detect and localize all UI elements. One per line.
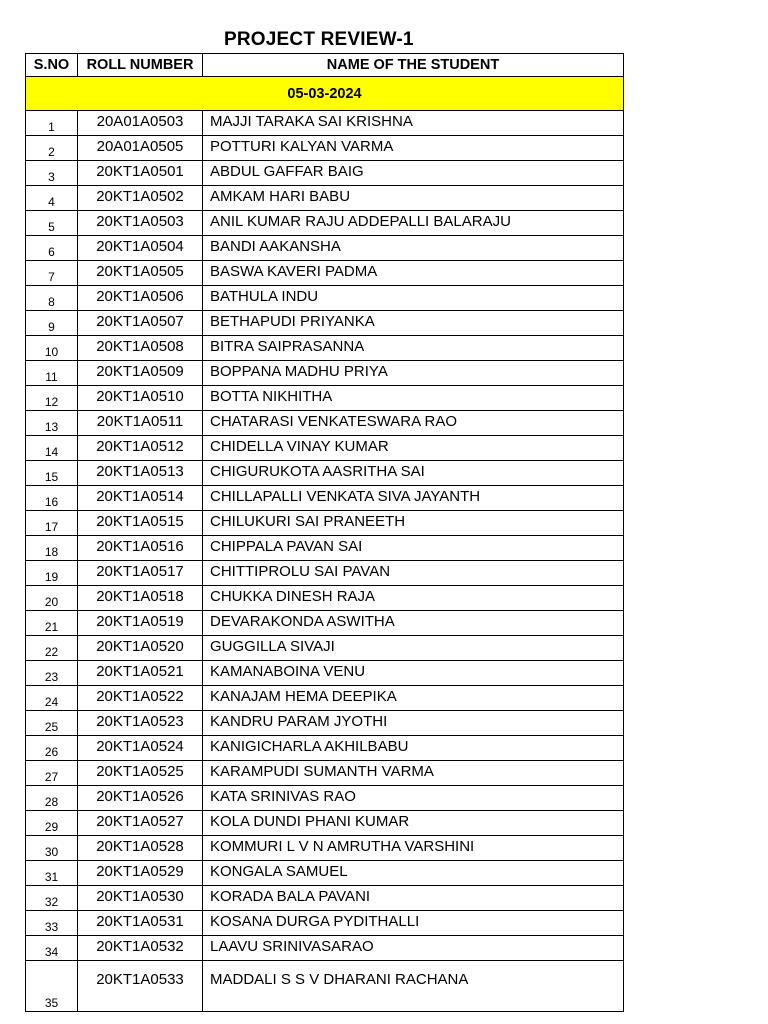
student-name-cell: BOPPANA MADHU PRIYA (203, 361, 624, 386)
serial-number-cell: 5 (26, 211, 78, 236)
serial-number-cell: 13 (26, 411, 78, 436)
serial-number-cell: 7 (26, 261, 78, 286)
serial-number-cell: 22 (26, 636, 78, 661)
serial-number-cell: 8 (26, 286, 78, 311)
roll-number-cell: 20KT1A0524 (78, 736, 203, 761)
student-name-cell: POTTURI KALYAN VARMA (203, 136, 624, 161)
student-name-cell: KATA SRINIVAS RAO (203, 786, 624, 811)
student-name-cell: BANDI AAKANSHA (203, 236, 624, 261)
review-date: 05-03-2024 (26, 77, 624, 111)
serial-number-cell: 35 (26, 961, 78, 1012)
roll-number-cell: 20KT1A0517 (78, 561, 203, 586)
table-row (26, 636, 624, 661)
roll-number-cell: 20KT1A0502 (78, 186, 203, 211)
serial-number-cell: 19 (26, 561, 78, 586)
serial-number-cell: 28 (26, 786, 78, 811)
table-row (26, 436, 624, 461)
table-row (26, 761, 624, 786)
student-name-cell: AMKAM HARI BABU (203, 186, 624, 211)
roll-number-cell: 20KT1A0520 (78, 636, 203, 661)
table-row (26, 311, 624, 336)
student-name-cell: MADDALI S S V DHARANI RACHANA (203, 961, 624, 1012)
table-row (26, 936, 624, 961)
table-row (26, 586, 624, 611)
serial-number-cell: 29 (26, 811, 78, 836)
serial-number-cell: 11 (26, 361, 78, 386)
student-name-cell: CHATARASI VENKATESWARA RAO (203, 411, 624, 436)
student-name-cell: CHIPPALA PAVAN SAI (203, 536, 624, 561)
student-name-header: NAME OF THE STUDENT (203, 54, 624, 77)
serial-number-cell: 1 (26, 111, 78, 136)
roll-number-cell: 20KT1A0511 (78, 411, 203, 436)
table-row (26, 736, 624, 761)
serial-number-cell: 23 (26, 661, 78, 686)
table-row (26, 611, 624, 636)
student-name-cell: KANAJAM HEMA DEEPIKA (203, 686, 624, 711)
serial-number-cell: 14 (26, 436, 78, 461)
table-row (26, 261, 624, 286)
table-row (26, 136, 624, 161)
serial-number-cell: 10 (26, 336, 78, 361)
roll-number-cell: 20KT1A0518 (78, 586, 203, 611)
table-row (26, 286, 624, 311)
table-row (26, 111, 624, 136)
roll-number-cell: 20KT1A0507 (78, 311, 203, 336)
serial-number-cell: 16 (26, 486, 78, 511)
roll-number-cell: 20KT1A0508 (78, 336, 203, 361)
table-row (26, 661, 624, 686)
student-name-cell: CHILLAPALLI VENKATA SIVA JAYANTH (203, 486, 624, 511)
table-row (26, 861, 624, 886)
student-name-cell: KARAMPUDI SUMANTH VARMA (203, 761, 624, 786)
roll-number-cell: 20KT1A0521 (78, 661, 203, 686)
serial-number-cell: 20 (26, 586, 78, 611)
student-name-cell: BASWA KAVERI PADMA (203, 261, 624, 286)
roll-number-cell: 20A01A0503 (78, 111, 203, 136)
serial-number-cell: 27 (26, 761, 78, 786)
student-name-cell: KANDRU PARAM JYOTHI (203, 711, 624, 736)
student-name-cell: MAJJI TARAKA SAI KRISHNA (203, 111, 624, 136)
student-name-cell: BITRA SAIPRASANNA (203, 336, 624, 361)
table-row (26, 511, 624, 536)
serial-number-cell: 33 (26, 911, 78, 936)
date-row (26, 77, 624, 111)
table-row (26, 161, 624, 186)
serial-number-cell: 34 (26, 936, 78, 961)
roll-number-cell: 20A01A0505 (78, 136, 203, 161)
student-name-cell: CHUKKA DINESH RAJA (203, 586, 624, 611)
table-row (26, 886, 624, 911)
serial-number-cell: 30 (26, 836, 78, 861)
roll-number-cell: 20KT1A0532 (78, 936, 203, 961)
roll-number-header: ROLL NUMBER (78, 54, 203, 77)
roll-number-cell: 20KT1A0522 (78, 686, 203, 711)
roll-number-cell: 20KT1A0501 (78, 161, 203, 186)
roll-number-cell: 20KT1A0514 (78, 486, 203, 511)
serial-number-cell: 25 (26, 711, 78, 736)
serial-number-cell: 31 (26, 861, 78, 886)
serial-number-cell: 17 (26, 511, 78, 536)
roll-number-cell: 20KT1A0506 (78, 286, 203, 311)
student-name-cell: ANIL KUMAR RAJU ADDEPALLI BALARAJU (203, 211, 624, 236)
table-row (26, 786, 624, 811)
student-name-cell: BOTTA NIKHITHA (203, 386, 624, 411)
roll-number-cell: 20KT1A0503 (78, 211, 203, 236)
student-name-cell: BETHAPUDI PRIYANKA (203, 311, 624, 336)
roll-number-cell: 20KT1A0505 (78, 261, 203, 286)
serial-number-cell: 18 (26, 536, 78, 561)
table-row (26, 361, 624, 386)
table-row (26, 461, 624, 486)
table-row (26, 711, 624, 736)
roll-number-cell: 20KT1A0533 (78, 961, 203, 1012)
roll-number-cell: 20KT1A0513 (78, 461, 203, 486)
serial-number-cell: 32 (26, 886, 78, 911)
table-row (26, 911, 624, 936)
roll-number-cell: 20KT1A0526 (78, 786, 203, 811)
serial-number-cell: 4 (26, 186, 78, 211)
table-row (26, 336, 624, 361)
roll-number-cell: 20KT1A0528 (78, 836, 203, 861)
roll-number-cell: 20KT1A0504 (78, 236, 203, 261)
student-name-cell: LAAVU SRINIVASARAO (203, 936, 624, 961)
serial-number-cell: 26 (26, 736, 78, 761)
table-row (26, 811, 624, 836)
student-name-cell: KOSANA DURGA PYDITHALLI (203, 911, 624, 936)
table-row (26, 561, 624, 586)
roll-number-cell: 20KT1A0523 (78, 711, 203, 736)
table-row (26, 686, 624, 711)
table-row (26, 236, 624, 261)
roll-number-cell: 20KT1A0516 (78, 536, 203, 561)
student-name-cell: KONGALA SAMUEL (203, 861, 624, 886)
serial-number-cell: 24 (26, 686, 78, 711)
student-name-cell: CHIDELLA VINAY KUMAR (203, 436, 624, 461)
sno-header: S.NO (26, 54, 78, 77)
roll-number-cell: 20KT1A0529 (78, 861, 203, 886)
student-name-cell: GUGGILLA SIVAJI (203, 636, 624, 661)
header-row (26, 54, 624, 77)
roll-number-cell: 20KT1A0530 (78, 886, 203, 911)
table-row (26, 411, 624, 436)
serial-number-cell: 9 (26, 311, 78, 336)
student-name-cell: DEVARAKONDA ASWITHA (203, 611, 624, 636)
student-name-cell: KAMANABOINA VENU (203, 661, 624, 686)
roll-number-cell: 20KT1A0519 (78, 611, 203, 636)
table-row (26, 961, 624, 1012)
roll-number-cell: 20KT1A0527 (78, 811, 203, 836)
roll-number-cell: 20KT1A0515 (78, 511, 203, 536)
roll-number-cell: 20KT1A0509 (78, 361, 203, 386)
student-table (25, 53, 624, 1012)
page-title: PROJECT REVIEW-1 (224, 29, 414, 50)
student-name-cell: KOMMURI L V N AMRUTHA VARSHINI (203, 836, 624, 861)
serial-number-cell: 2 (26, 136, 78, 161)
student-name-cell: KORADA BALA PAVANI (203, 886, 624, 911)
roll-number-cell: 20KT1A0531 (78, 911, 203, 936)
student-name-cell: KOLA DUNDI PHANI KUMAR (203, 811, 624, 836)
serial-number-cell: 12 (26, 386, 78, 411)
table-row (26, 186, 624, 211)
student-name-cell: CHILUKURI SAI PRANEETH (203, 511, 624, 536)
table-row (26, 836, 624, 861)
student-name-cell: CHITTIPROLU SAI PAVAN (203, 561, 624, 586)
roll-number-cell: 20KT1A0512 (78, 436, 203, 461)
serial-number-cell: 6 (26, 236, 78, 261)
student-name-cell: ABDUL GAFFAR BAIG (203, 161, 624, 186)
serial-number-cell: 3 (26, 161, 78, 186)
serial-number-cell: 15 (26, 461, 78, 486)
student-name-cell: BATHULA INDU (203, 286, 624, 311)
table-row (26, 386, 624, 411)
student-name-cell: KANIGICHARLA AKHILBABU (203, 736, 624, 761)
roll-number-cell: 20KT1A0510 (78, 386, 203, 411)
roll-number-cell: 20KT1A0525 (78, 761, 203, 786)
student-name-cell: CHIGURUKOTA AASRITHA SAI (203, 461, 624, 486)
serial-number-cell: 21 (26, 611, 78, 636)
table-row (26, 486, 624, 511)
table-row (26, 536, 624, 561)
table-row (26, 211, 624, 236)
